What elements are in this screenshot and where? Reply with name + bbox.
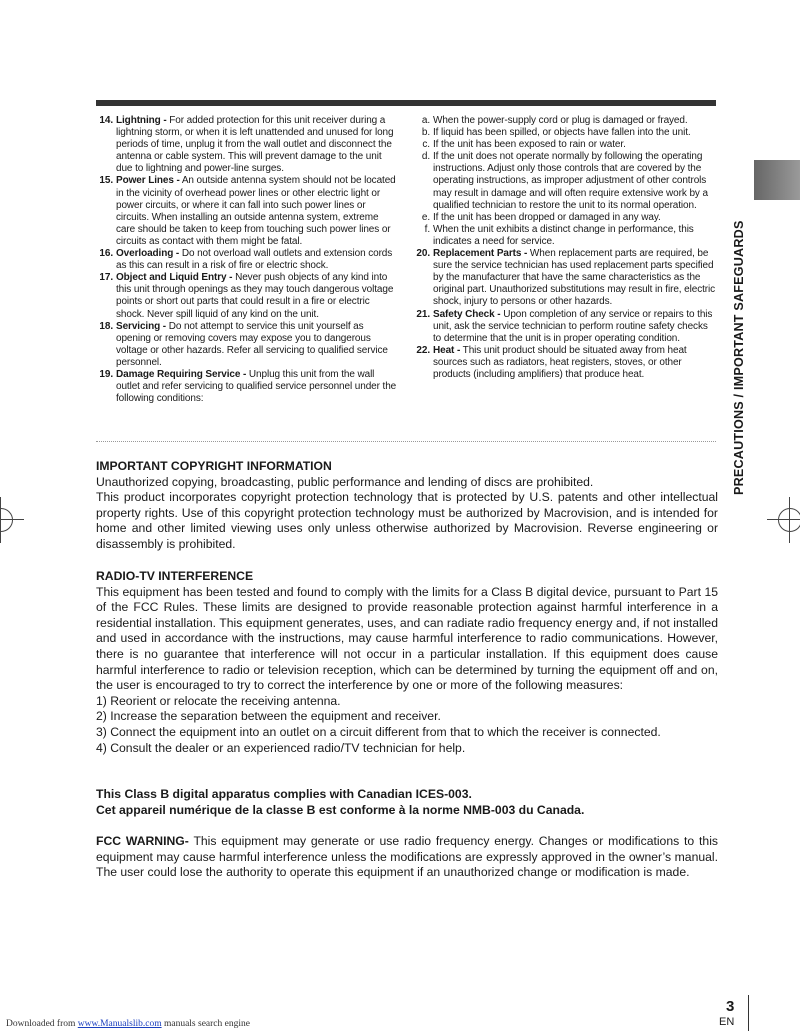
item-lead: Lightning - bbox=[116, 115, 167, 126]
list-item bbox=[96, 175, 400, 248]
section-tab-marker bbox=[754, 160, 800, 200]
list-item bbox=[413, 309, 716, 345]
copyright-section bbox=[96, 459, 718, 553]
item-number: a. bbox=[421, 115, 430, 126]
item-text: If the unit does not operate normally by following the operating instructions. Adjust only those controls that are covered by the operating instructions, as improper adjustment of other controls may result in damage and will often require extensive work by a qualified technician to restore the unit to its normal operation. bbox=[433, 151, 708, 211]
item-text: For added protection for this unit receiver during a lightning storm, or when it is left unattended and unused for long periods of time, unplug it from the wall outlet and disconnect the antenna or cable system. This will prevent damage to the unit due to lightning and power-line surges. bbox=[116, 115, 394, 175]
fcc-text: This equipment may generate or use radio frequency energy. Changes or modifications to this equipment may cause harmful interference unless the modifications are expressly approved in the owner’s manual. The user could lose the authority to operate this equipment if an unauthorized change or modification is made. bbox=[96, 834, 718, 880]
item-lead: Heat - bbox=[433, 344, 461, 356]
item-lead: Damage Requiring Service - bbox=[116, 368, 247, 380]
copyright-paragraph-1: Unauthorized copying, broadcasting, public performance and lending of discs are prohibited. bbox=[96, 474, 594, 489]
safeguards-left-column bbox=[96, 115, 400, 405]
item-body bbox=[433, 345, 716, 381]
download-footer bbox=[6, 1019, 250, 1029]
item-body bbox=[433, 248, 716, 308]
list-item bbox=[96, 369, 400, 405]
footer-suffix: manuals search engine bbox=[161, 1019, 250, 1029]
item-number: 22. bbox=[416, 344, 430, 356]
item-body bbox=[433, 151, 716, 211]
item-body bbox=[433, 139, 716, 151]
registration-mark-left-icon bbox=[0, 508, 13, 532]
item-body bbox=[433, 212, 716, 224]
radio-tv-measure-3: 3) Connect the equipment into an outlet on a circuit different from that to which the receiver is connected. bbox=[96, 724, 661, 739]
list-item bbox=[413, 248, 716, 308]
footer-prefix: Downloaded from bbox=[6, 1019, 78, 1029]
item-number: 21. bbox=[416, 308, 430, 320]
item-text: Upon completion of any service or repairs to this unit, ask the service technician to perform routine safety checks to determine that the unit is in proper operating condition. bbox=[433, 308, 713, 344]
item-body bbox=[116, 369, 400, 405]
item-body bbox=[116, 248, 400, 272]
item-lead: Object and Liquid Entry - bbox=[116, 272, 233, 284]
item-text: If liquid has been spilled, or objects have fallen into the unit. bbox=[433, 127, 691, 139]
item-number: 17. bbox=[99, 272, 113, 284]
copyright-heading: IMPORTANT COPYRIGHT INFORMATION bbox=[96, 459, 332, 473]
item-text: When the power-supply cord or plug is damaged or frayed. bbox=[433, 115, 688, 126]
section-divider bbox=[96, 441, 716, 442]
item-number: 15. bbox=[99, 175, 113, 187]
canada-section bbox=[96, 787, 718, 818]
item-text: This unit product should be situated away from heat sources such as radiators, heat registers, stoves, or other products (including amplifiers) that produce heat. bbox=[433, 344, 687, 380]
item-lead: Replacement Parts - bbox=[433, 248, 528, 260]
list-item bbox=[96, 115, 400, 175]
item-text: Unplug this unit from the wall outlet and refer servicing to qualified service personnel under the following conditions: bbox=[116, 368, 397, 405]
item-number: c. bbox=[422, 139, 430, 151]
item-body bbox=[116, 272, 400, 320]
list-item bbox=[413, 224, 716, 248]
item-lead: Safety Check - bbox=[433, 308, 501, 320]
item-lead: Power Lines - bbox=[116, 175, 180, 187]
item-body bbox=[433, 127, 716, 139]
item-number: 20. bbox=[416, 248, 430, 260]
copyright-paragraph-2: This product incorporates copyright protection technology that is protected by U.S. patents and other intellectual property rights. Use of this copyright protection technology must be authorized by Macrovision, and is intended for home and other limited viewing uses only unless otherwise authorized by Macrovision. Reverse engineering or disassembly is prohibited. bbox=[96, 490, 718, 551]
item-text: When the unit exhibits a distinct change in performance, this indicates a need for service. bbox=[433, 223, 694, 247]
item-body bbox=[433, 309, 716, 345]
list-item bbox=[413, 345, 716, 381]
item-text: Do not attempt to service this unit yourself as opening or removing covers may expose you to dangerous voltage or other hazards. Refer all servicing to qualified service personnel. bbox=[116, 320, 388, 368]
radio-tv-body: This equipment has been tested and found to comply with the limits for a Class B digital device, pursuant to Part 15 of the FCC Rules. These limits are designed to provide reasonable protection against harmful interference in a residential installation. This equipment generates, uses, and can radiate radio frequency energy and, if not installed and used in accordance with the instructions, may cause harmful interference to radio communications. However, there is no guarantee that interference will not occur in a particular installation. If this equipment does cause harmful interference to radio or television reception, which can be determined by turning the equipment off and on, the user is encouraged to try to correct the interference by one or more of the following measures: bbox=[96, 584, 718, 693]
fcc-section bbox=[96, 834, 718, 881]
item-body bbox=[116, 115, 400, 175]
footer-link[interactable]: www.Manualslib.com bbox=[77, 1019, 162, 1029]
canada-english: This Class B digital apparatus complies with Canadian ICES-003. bbox=[96, 787, 472, 801]
item-body bbox=[433, 115, 716, 127]
radio-tv-section bbox=[96, 569, 718, 756]
item-lead: Overloading - bbox=[116, 248, 180, 260]
list-item bbox=[96, 248, 400, 272]
item-body bbox=[116, 175, 400, 248]
canada-french: Cet appareil numérique de la classe B est conforme à la norme NMB-003 du Canada. bbox=[96, 802, 585, 817]
item-text: When replacement parts are required, be sure the service technician has used replacement parts specified by the manufacturer that have the same characteristics as the original part. Unauthorized substitutions may result in fire, electric shock, injury to persons or other hazards. bbox=[433, 248, 716, 308]
item-text: Do not overload wall outlets and extension cords as this can result in a risk of fire or electric shock. bbox=[116, 248, 393, 272]
page-language: EN bbox=[719, 1016, 735, 1028]
item-number: e. bbox=[421, 211, 430, 223]
radio-tv-measure-1: 1) Reorient or relocate the receiving antenna. bbox=[96, 693, 341, 708]
item-number: 16. bbox=[99, 248, 113, 260]
item-number: 18. bbox=[99, 320, 113, 332]
item-number: 14. bbox=[99, 115, 113, 126]
item-text: An outside antenna system should not be located in the vicinity of overhead power lines or other electric light or power circuits, or where it can fall into such power lines or circuits. When installing an outside antenna system, extreme care should be taken to keep from touching such power lines or circuits as contact with them might be fatal. bbox=[116, 175, 396, 247]
top-rule bbox=[96, 100, 716, 106]
page-number: 3 bbox=[726, 998, 735, 1015]
item-lead: Servicing - bbox=[116, 320, 167, 332]
list-item bbox=[413, 212, 716, 224]
list-item bbox=[413, 127, 716, 139]
list-item bbox=[413, 115, 716, 127]
fcc-lead: FCC WARNING- bbox=[96, 834, 189, 848]
fcc-paragraph bbox=[96, 834, 718, 881]
radio-tv-measure-4: 4) Consult the dealer or an experienced radio/TV technician for help. bbox=[96, 740, 466, 755]
list-item bbox=[96, 321, 400, 369]
list-item bbox=[96, 272, 400, 320]
side-section-title: PRECAUTIONS / IMPORTANT SAFEGUARDS bbox=[732, 220, 746, 495]
item-number: d. bbox=[421, 151, 430, 163]
item-number: b. bbox=[421, 127, 430, 139]
registration-mark-right-icon bbox=[778, 508, 800, 532]
item-number: f. bbox=[424, 223, 430, 235]
item-body bbox=[433, 224, 716, 248]
item-text: If the unit has been exposed to rain or water. bbox=[433, 139, 626, 151]
list-item bbox=[413, 139, 716, 151]
item-text: If the unit has been dropped or damaged in any way. bbox=[433, 211, 661, 223]
safeguards-right-column bbox=[413, 115, 716, 381]
page-number-rule bbox=[748, 995, 749, 1031]
item-body bbox=[116, 321, 400, 369]
list-item bbox=[413, 151, 716, 211]
radio-tv-heading: RADIO-TV INTERFERENCE bbox=[96, 569, 254, 583]
item-text: Never push objects of any kind into this unit through openings as they may touch dangerous voltage points or short out parts that could result in a fire or electric shock. Never spill liquid of any kind on the unit. bbox=[116, 272, 394, 320]
radio-tv-measure-2: 2) Increase the separation between the equipment and receiver. bbox=[96, 709, 441, 724]
item-number: 19. bbox=[99, 368, 113, 380]
